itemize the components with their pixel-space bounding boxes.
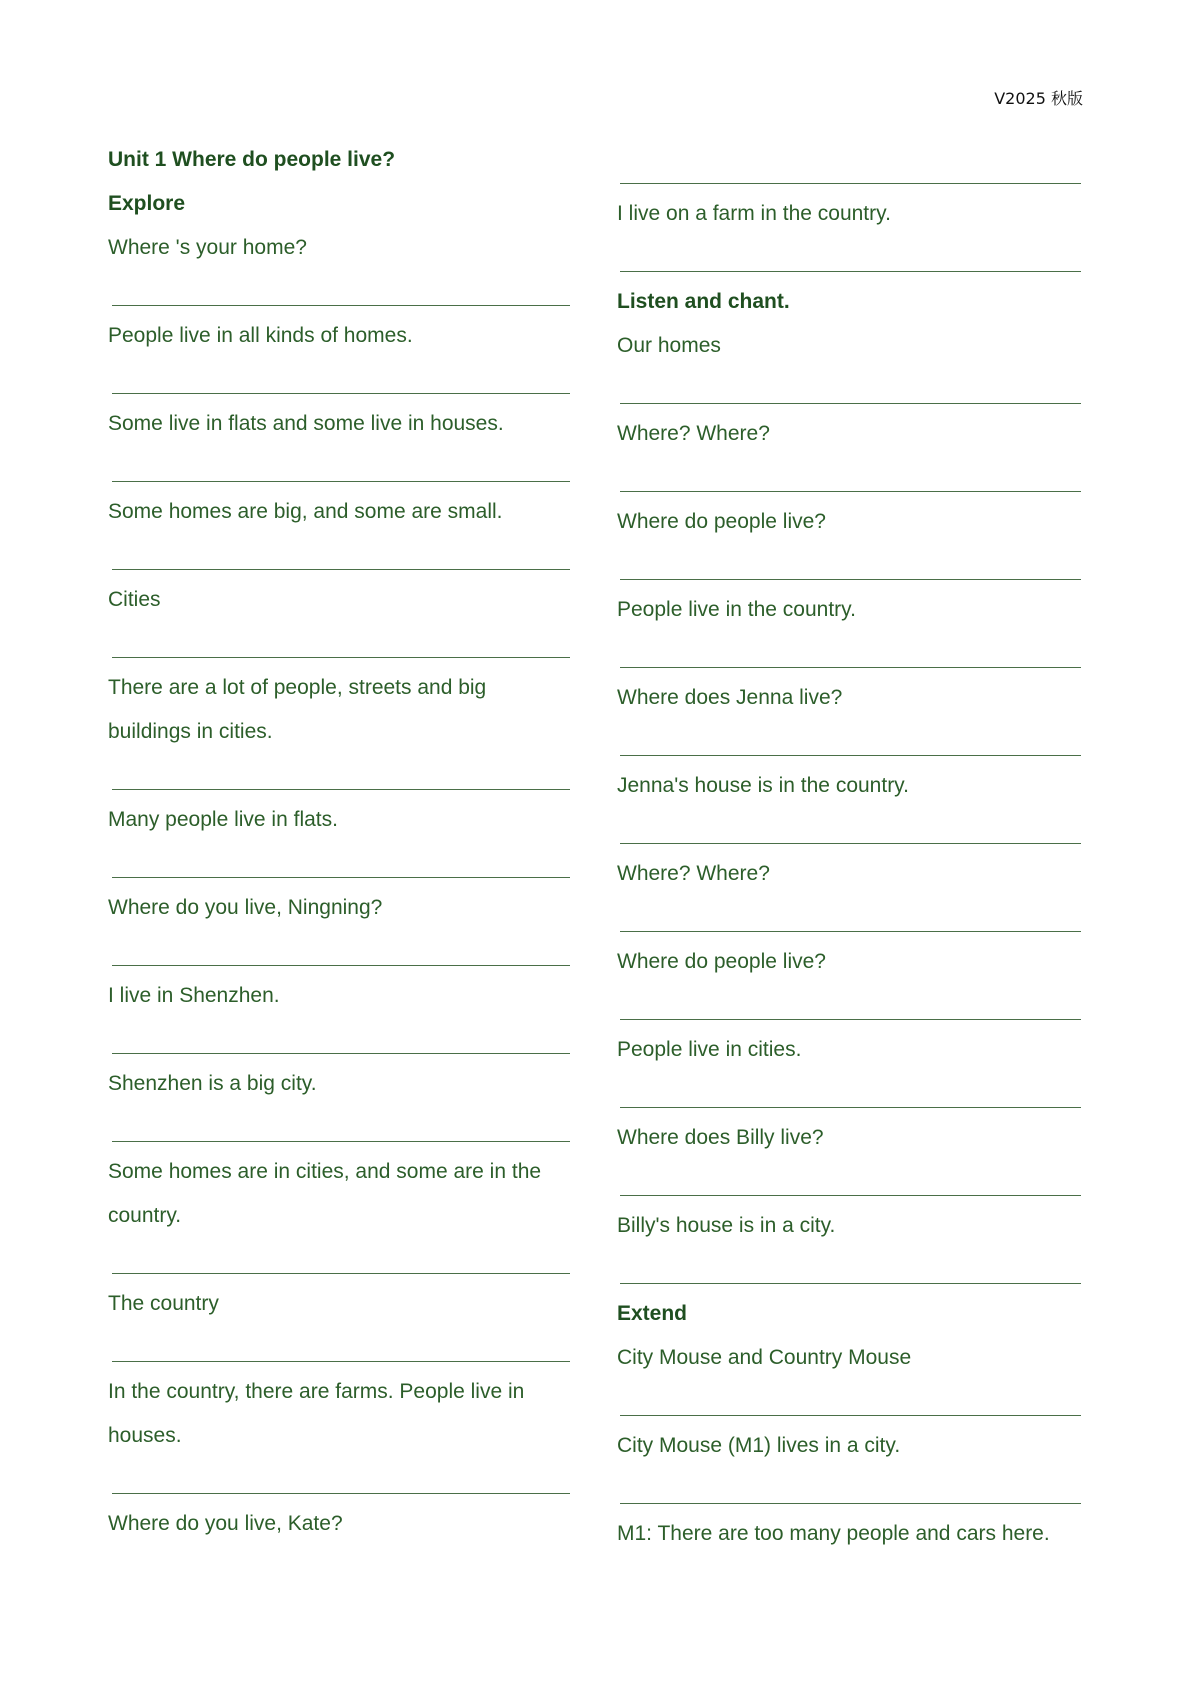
- text-line: Where do people live?: [617, 510, 826, 533]
- text-line: I live in Shenzhen.: [108, 984, 280, 1007]
- explore-heading: Explore: [108, 192, 186, 215]
- answer-blank[interactable]: [617, 456, 1084, 500]
- text-line: Where do you live, Ningning?: [108, 896, 383, 919]
- extend-heading: Extend: [617, 1302, 688, 1325]
- unit-title: Unit 1 Where do people live?: [108, 148, 396, 171]
- text-line: Cities: [108, 588, 161, 611]
- answer-blank[interactable]: [617, 544, 1084, 588]
- answer-blank[interactable]: [617, 1468, 1084, 1512]
- text-line: Where do people live?: [617, 950, 826, 973]
- version-label: V2025 秋版: [994, 89, 1083, 108]
- answer-blank[interactable]: [108, 446, 570, 490]
- text-line: Where do you live, Kate?: [108, 1512, 343, 1535]
- text-line: I live on a farm in the country.: [617, 202, 891, 225]
- answer-blank[interactable]: [617, 1380, 1084, 1424]
- answer-blank[interactable]: [108, 270, 570, 314]
- text-line: M1: There are too many people and cars here.: [617, 1522, 1050, 1545]
- text-line: Where does Billy live?: [617, 1126, 824, 1149]
- text-line: There are a lot of people, streets and big buildings in cities.: [108, 676, 487, 743]
- text-line: Jenna's house is in the country.: [617, 774, 909, 797]
- answer-blank[interactable]: [108, 930, 570, 974]
- answer-blank[interactable]: [108, 1018, 570, 1062]
- answer-blank[interactable]: [108, 622, 570, 666]
- text-line: Shenzhen is a big city.: [108, 1072, 317, 1095]
- answer-blank[interactable]: [617, 1160, 1084, 1204]
- answer-blank[interactable]: [617, 1248, 1084, 1292]
- text-line: Where 's your home?: [108, 236, 307, 259]
- answer-blank[interactable]: [108, 1458, 570, 1502]
- text-line: Where? Where?: [617, 862, 770, 885]
- text-line: People live in all kinds of homes.: [108, 324, 413, 347]
- text-line: City Mouse and Country Mouse: [617, 1346, 912, 1369]
- text-line: People live in the country.: [617, 598, 856, 621]
- answer-blank[interactable]: [617, 632, 1084, 676]
- answer-blank[interactable]: [108, 358, 570, 402]
- text-line: In the country, there are farms. People live in houses.: [108, 1380, 525, 1447]
- text-line: People live in cities.: [617, 1038, 802, 1061]
- answer-blank[interactable]: [108, 754, 570, 798]
- answer-blank[interactable]: [617, 236, 1084, 280]
- answer-blank[interactable]: [108, 534, 570, 578]
- right-column: [617, 148, 1084, 1556]
- left-column: [108, 138, 570, 1546]
- answer-blank[interactable]: [617, 984, 1084, 1028]
- text-line: City Mouse (M1) lives in a city.: [617, 1434, 901, 1457]
- answer-blank[interactable]: [617, 720, 1084, 764]
- answer-blank[interactable]: [617, 1072, 1084, 1116]
- text-line: Where does Jenna live?: [617, 686, 843, 709]
- answer-blank[interactable]: [108, 1106, 570, 1150]
- text-line: Some homes are big, and some are small.: [108, 500, 503, 523]
- text-line: Many people live in flats.: [108, 808, 338, 831]
- chant-heading: Listen and chant.: [617, 290, 790, 313]
- answer-blank[interactable]: [108, 842, 570, 886]
- answer-blank[interactable]: [108, 1326, 570, 1370]
- text-line: Some homes are in cities, and some are in the country.: [108, 1160, 542, 1227]
- text-line: Where? Where?: [617, 422, 770, 445]
- text-line: Some live in flats and some live in houses.: [108, 412, 504, 435]
- answer-blank[interactable]: [617, 368, 1084, 412]
- answer-blank[interactable]: [617, 896, 1084, 940]
- text-line: Billy's house is in a city.: [617, 1214, 836, 1237]
- answer-blank[interactable]: [617, 808, 1084, 852]
- answer-blank[interactable]: [108, 1238, 570, 1282]
- answer-blank[interactable]: [617, 148, 1084, 192]
- text-line: The country: [108, 1292, 219, 1315]
- text-line: Our homes: [617, 334, 721, 357]
